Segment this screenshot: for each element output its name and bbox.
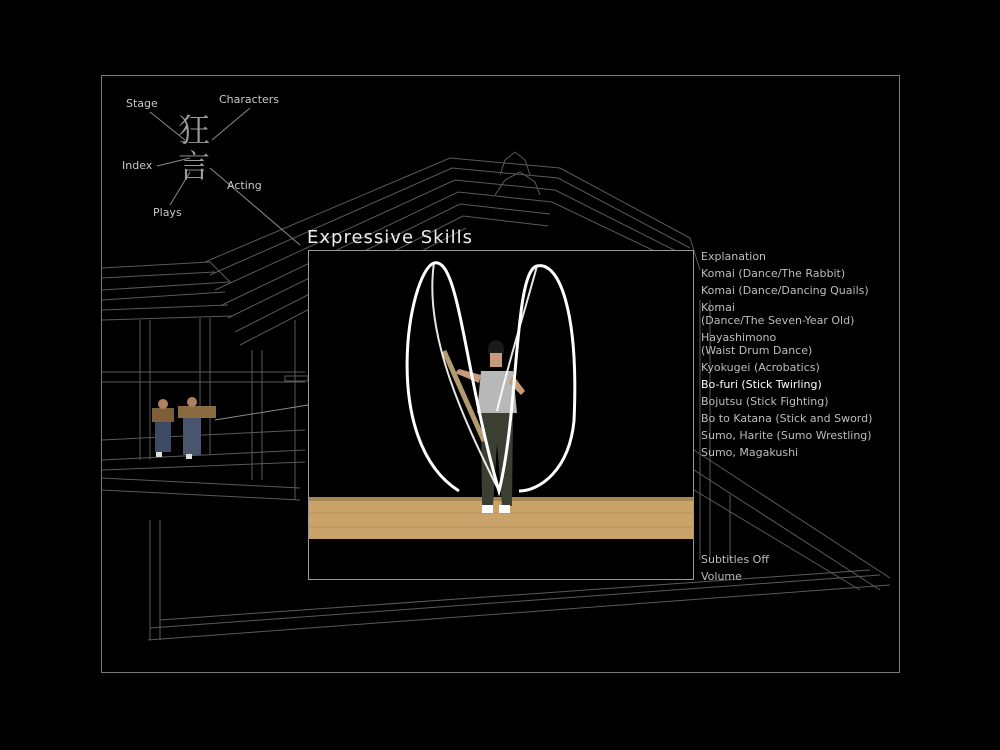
nav-plays[interactable]: Plays [153,206,182,219]
nav-index[interactable]: Index [122,159,153,172]
video-player[interactable] [308,250,694,580]
kyogen-logo[interactable]: 狂言 [178,111,211,185]
menu-item[interactable]: Kyokugei (Acrobatics) [701,361,820,374]
section-title: Expressive Skills [307,227,473,248]
menu-item[interactable]: Bo-furi (Stick Twirling) [701,378,822,391]
menu-item[interactable]: Sumo, Magakushi [701,446,799,459]
menu-item[interactable]: Bo to Katana (Stick and Sword) [701,412,873,425]
subtitles-toggle[interactable]: Subtitles Off [701,553,769,566]
video-frame [309,251,694,580]
nav-characters[interactable]: Characters [219,93,280,106]
menu-item[interactable]: Komai (Dance/The Seven-Year Old) [701,301,855,327]
volume-control[interactable]: Volume [701,570,742,583]
menu-item[interactable]: Sumo, Harite (Sumo Wrestling) [701,429,872,442]
nav-stage[interactable]: Stage [126,97,158,110]
menu-item[interactable]: Komai (Dance/Dancing Quails) [701,284,869,297]
actors-figure [152,397,216,459]
menu-item[interactable]: Hayashimono (Waist Drum Dance) [701,331,813,357]
menu-item[interactable]: Bojutsu (Stick Fighting) [701,395,829,408]
menu-item[interactable]: Komai (Dance/The Rabbit) [701,267,846,280]
skills-menu [701,248,901,461]
menu-item[interactable]: Explanation [701,250,767,263]
player-controls [701,551,769,585]
nav-acting[interactable]: Acting [227,179,262,192]
